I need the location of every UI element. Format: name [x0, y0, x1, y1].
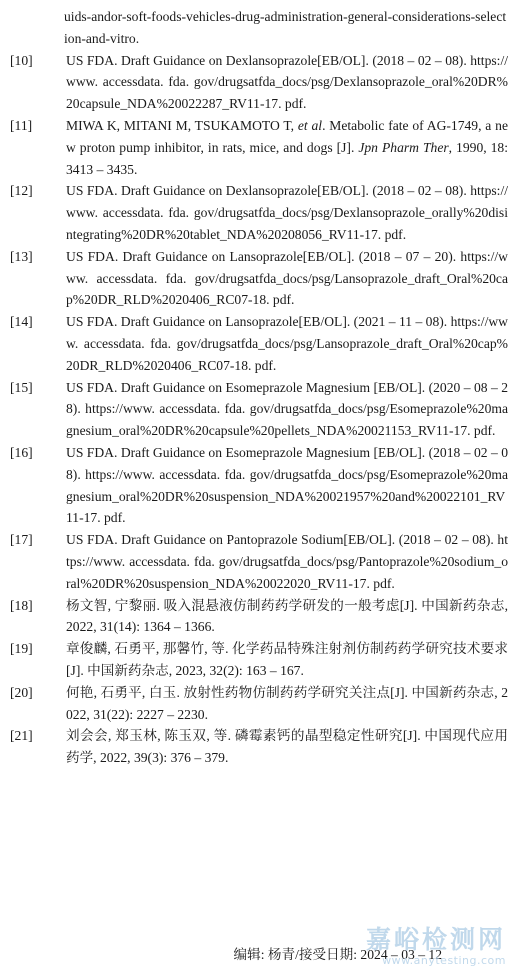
et-al-italic: et al [297, 117, 323, 133]
reference-item [8, 246, 508, 311]
reference-text: 刘会会, 郑玉林, 陈玉双, 等. 磷霉素钙的晶型稳定性研究[J]. 中国现代应用药学, 2022, 39(3): 376 – 379. [66, 728, 508, 766]
reference-item [8, 115, 508, 180]
reference-list [8, 6, 508, 769]
reference-number: [11] [10, 117, 33, 133]
reference-text: MIWA K, MITANI M, TSUKAMOTO T, et al. Metabolic fate of AG-1749, a new proton pump inhibitor, in rats, mice, and dogs [J]. Jpn Pharm Ther, 1990, 18: 3413 – 3435. [66, 117, 508, 177]
reference-text: 章俊麟, 石勇平, 那馨竹, 等. 化学药品特殊注射剂仿制药药学研究技术要求[J]. 中国新药杂志, 2023, 32(2): 163 – 167. [66, 641, 508, 678]
reference-number: [15] [10, 379, 33, 395]
reference-text: US FDA. Draft Guidance on Dexlansoprazole[EB/OL]. (2018 – 02 – 08). https://www. accessdata. fda. gov/drugsatfda_docs/psg/Dexlansoprazole_orally%20disintegrating%20DR%20tablet_NDA%20208056_RV11-17. pdf. [66, 183, 508, 242]
reference-number: [12] [10, 183, 33, 199]
reference-item [8, 377, 508, 442]
editor-footer: 编辑: 杨青/接受日期: 2024 – 03 – 12 [233, 947, 442, 962]
reference-item [8, 595, 508, 639]
reference-number: [18] [10, 597, 33, 613]
reference-text: US FDA. Draft Guidance on Esomeprazole Magnesium [EB/OL]. (2020 – 08 – 28). https://www. accessdata. fda. gov/drugsatfda_docs/psg/Esomeprazole%20magnesium_oral%20DR%20capsule%20pellets_NDA%20021153_RV11-17. pdf. [66, 379, 508, 439]
reference-continuation: uids-andor-soft-foods-vehicles-drug-administration-general-considerations-selection-and-vitro. [64, 9, 507, 46]
reference-number: [13] [10, 248, 33, 264]
reference-number: [10] [10, 52, 33, 68]
reference-text: 杨文智, 宁黎丽. 吸入混悬液仿制药药学研发的一般考虑[J]. 中国新药杂志, 2022, 31(14): 1364 – 1366. [66, 597, 508, 635]
reference-text: US FDA. Draft Guidance on Lansoprazole[EB/OL]. (2021 – 11 – 08). https://www. accessdata. fda. gov/drugsatfda_docs/psg/Lansoprazole_draft_Oral%20cap%20DR_RLD%2020406_RC07-18. pdf. [66, 314, 508, 373]
reference-number: [17] [10, 532, 33, 548]
reference-text: US FDA. Draft Guidance on Pantoprazole Sodium[EB/OL]. (2018 – 02 – 08). https://www. accessdata. fda. gov/drugsatfda_docs/psg/Pantoprazole%20sodium_oral%20DR%20suspension_NDA%20022020_RV11-17. pdf. [66, 532, 508, 591]
reference-number: [19] [10, 641, 33, 657]
reference-text: US FDA. Draft Guidance on Dexlansoprazole[EB/OL]. (2018 – 02 – 08). https://www. accessdata. fda. gov/drugsatfda_docs/psg/Dexlansoprazole_oral%20DR%20capsule_NDA%20022287_RV11-17. pdf. [66, 52, 508, 112]
reference-item [8, 311, 508, 376]
reference-item [8, 529, 508, 594]
reference-item [8, 50, 508, 115]
reference-number: [16] [10, 444, 33, 460]
reference-text: US FDA. Draft Guidance on Esomeprazole Magnesium [EB/OL]. (2018 – 02 – 08). https://www. accessdata. fda. gov/drugsatfda_docs/psg/Esomeprazole%20magnesium_oral%20DR%20suspension_NDA%20021957%20and%20022101_RV11-17. pdf. [66, 444, 508, 526]
watermark-url: www.anytesting.com [382, 954, 506, 967]
reference-number: [21] [10, 728, 33, 744]
watermark-chinese: 嘉峪检测网 [365, 925, 506, 954]
watermark [366, 926, 506, 967]
journal-name-italic: Jpn Pharm Ther [358, 139, 449, 155]
reference-item [8, 442, 508, 529]
reference-text: 何艳, 石勇平, 白玉. 放射性药物仿制药药学研究关注点[J]. 中国新药杂志, 2022, 31(22): 2227 – 2230. [66, 684, 508, 722]
reference-item [8, 725, 508, 769]
reference-text: US FDA. Draft Guidance on Lansoprazole[EB/OL]. (2018 – 07 – 20). https://www. accessdata. fda. gov/drugsatfda_docs/psg/Lansoprazole_draft_Oral%20cap%20DR_RLD%2020406_RC07-18. pdf. [66, 248, 508, 308]
reference-number: [20] [10, 684, 33, 700]
reference-number: [14] [10, 314, 33, 330]
reference-item [8, 180, 508, 245]
reference-item [8, 638, 508, 682]
reference-item [8, 682, 508, 726]
